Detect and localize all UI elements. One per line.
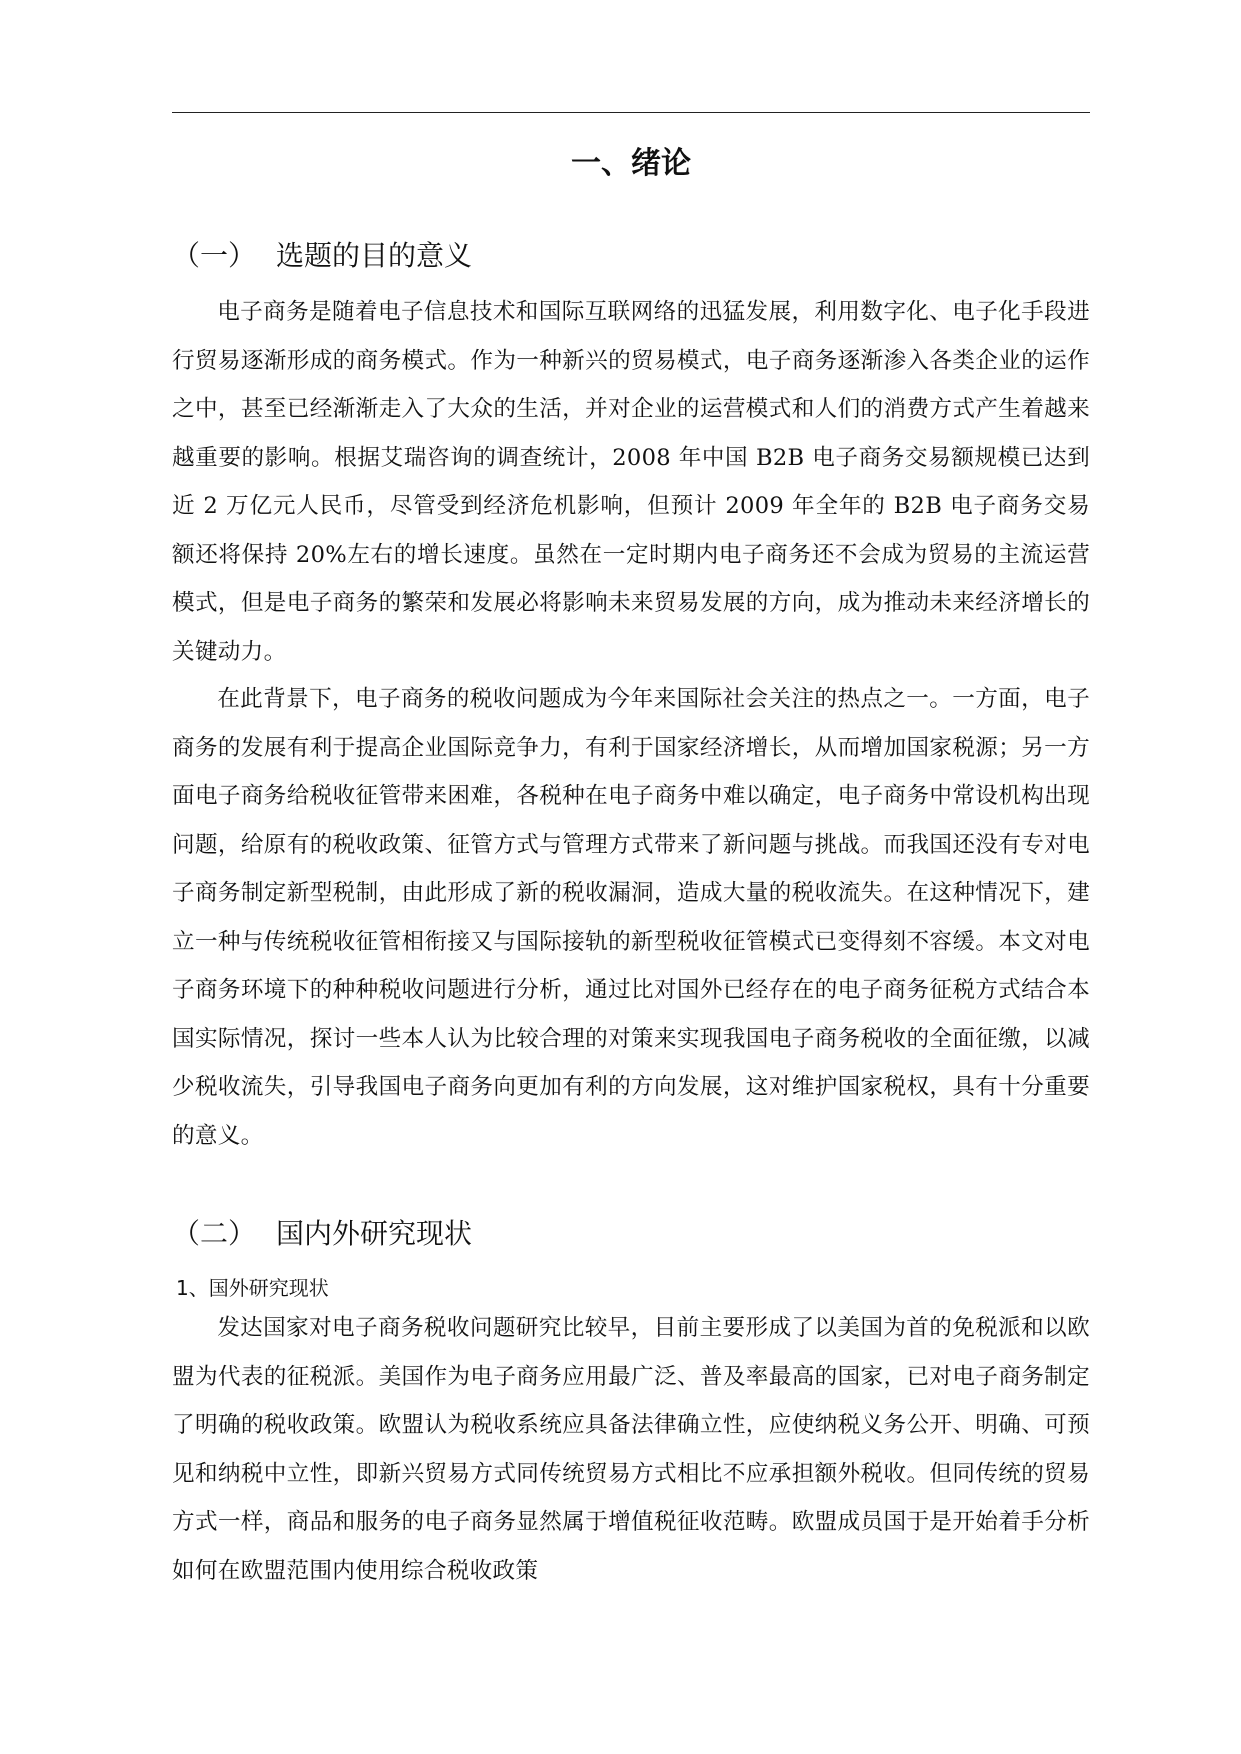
- body-paragraph: 电子商务是随着电子信息技术和国际互联网络的迅猛发展，利用数字化、电子化手段进行贸易逐渐形成的商务模式。作为一种新兴的贸易模式，电子商务逐渐渗入各类企业的运作之中，甚至已经渐渐走入了大众的生活，并对企业的运营模式和人们的消费方式产生着越来越重要的影响。根据艾瑞咨询的调查统计，2008 年中国 B2B 电子商务交易额规模已达到近 2 万亿元人民币，尽管受到经济危机影响，但预计 2009 年全年的 B2B 电子商务交易额还将保持 20%左右的增长速度。虽然在一定时期内电子商务还不会成为贸易的主流运营模式，但是电子商务的繁荣和发展必将影响未来贸易发展的方向，成为推动未来经济增长的关键动力。: [172, 299, 1090, 665]
- header-rule: [172, 112, 1090, 113]
- body-paragraph: 在此背景下，电子商务的税收问题成为今年来国际社会关注的热点之一。一方面，电子商务的发展有利于提高企业国际竞争力，有利于国家经济增长，从而增加国家税源；另一方面电子商务给税收征管带来困难，各税种在电子商务中难以确定，电子商务中常设机构出现问题，给原有的税收政策、征管方式与管理方式带来了新问题与挑战。而我国还没有专对电子商务制定新型税制，由此形成了新的税收漏洞，造成大量的税收流失。在这种情况下，建立一种与传统税收征管相衔接又与国际接轨的新型税收征管模式已变得刻不容缓。本文对电子商务环境下的种种税收问题进行分析，通过比对国外已经存在的电子商务征税方式结合本国实际情况，探讨一些本人认为比较合理的对策来实现我国电子商务税收的全面征缴，以减少税收流失，引导我国电子商务向更加有利的方向发展，这对维护国家税权，具有十分重要的意义。: [172, 686, 1090, 1149]
- subsection-heading: 1、国外研究现状: [176, 1276, 329, 1300]
- section-heading-2: [172, 1212, 472, 1256]
- section-number: （一）: [172, 239, 257, 272]
- chapter-title: 一、绪论: [571, 146, 691, 181]
- section-heading-1: [172, 234, 472, 278]
- section-title: 选题的目的意义: [276, 239, 473, 272]
- section-title: 国内外研究现状: [276, 1217, 473, 1250]
- document-page: [172, 0, 1090, 1754]
- section-number: （二）: [172, 1217, 257, 1250]
- body-paragraph: 发达国家对电子商务税收问题研究比较早，目前主要形成了以美国为首的免税派和以欧盟为代表的征税派。美国作为电子商务应用最广泛、普及率最高的国家，已对电子商务制定了明确的税收政策。欧盟认为税收系统应具备法律确立性，应使纳税义务公开、明确、可预见和纳税中立性，即新兴贸易方式同传统贸易方式相比不应承担额外税收。但同传统的贸易方式一样，商品和服务的电子商务显然属于增值税征收范畴。欧盟成员国于是开始着手分析如何在欧盟范围内使用综合税收政策: [172, 1315, 1090, 1584]
